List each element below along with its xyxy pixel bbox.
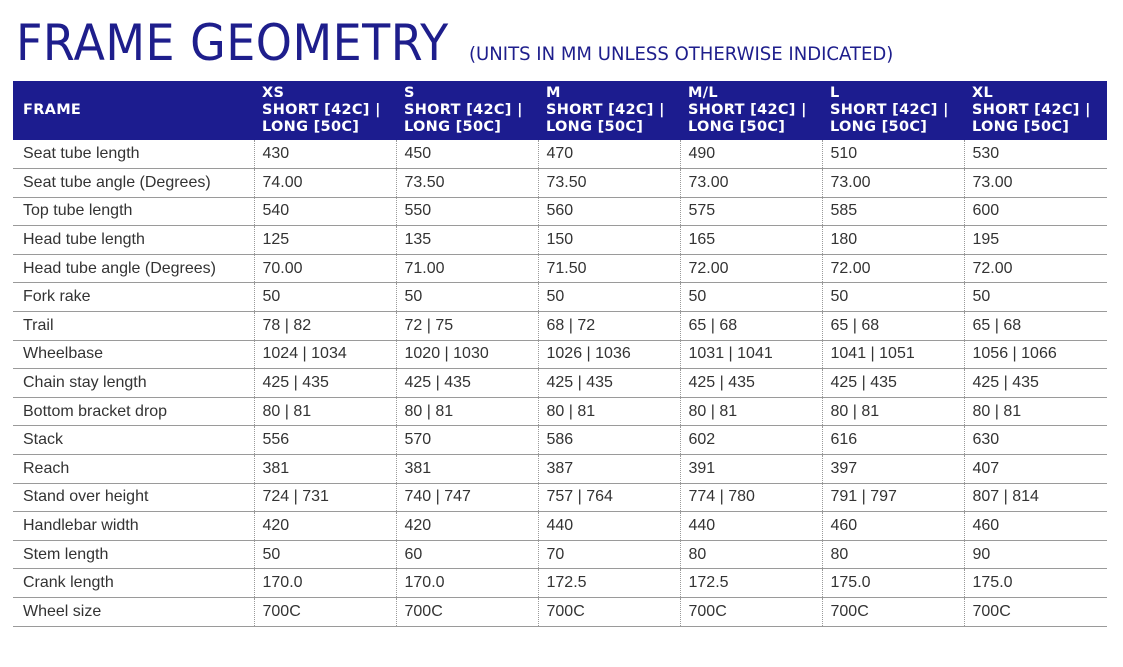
row-label: Head tube angle (Degrees) xyxy=(13,254,254,283)
row-label: Seat tube angle (Degrees) xyxy=(13,169,254,198)
table-cell: 530 xyxy=(964,140,1107,169)
table-cell: 407 xyxy=(964,455,1107,484)
size-long: LONG [50C] xyxy=(972,119,1070,135)
table-cell: 80 | 81 xyxy=(822,397,964,426)
table-cell: 80 | 81 xyxy=(254,397,396,426)
table-cell: 50 xyxy=(822,283,964,312)
row-label: Top tube length xyxy=(13,197,254,226)
table-cell: 74.00 xyxy=(254,169,396,198)
table-cell: 65 | 68 xyxy=(680,312,822,341)
table-cell: 80 xyxy=(822,540,964,569)
table-cell: 80 xyxy=(680,540,822,569)
table-cell: 73.00 xyxy=(964,169,1107,198)
header-size-m xyxy=(538,81,680,140)
row-label: Reach xyxy=(13,455,254,484)
row-label: Wheelbase xyxy=(13,340,254,369)
header-size-ml xyxy=(680,81,822,140)
table-cell: 180 xyxy=(822,226,964,255)
header-frame: FRAME xyxy=(23,102,82,118)
table-cell: 550 xyxy=(396,197,538,226)
table-cell: 757 | 764 xyxy=(538,483,680,512)
table-row xyxy=(13,569,1107,598)
size-short: SHORT [42C] | xyxy=(972,102,1091,118)
table-cell: 700C xyxy=(822,598,964,627)
table-cell: 425 | 435 xyxy=(538,369,680,398)
header-size-xl xyxy=(964,81,1107,140)
table-cell: 602 xyxy=(680,426,822,455)
table-cell: 700C xyxy=(396,598,538,627)
table-cell: 381 xyxy=(254,455,396,484)
row-label: Fork rake xyxy=(13,283,254,312)
table-cell: 71.00 xyxy=(396,254,538,283)
table-cell: 420 xyxy=(396,512,538,541)
table-header xyxy=(13,81,1107,140)
table-cell: 80 | 81 xyxy=(538,397,680,426)
table-cell: 425 | 435 xyxy=(964,369,1107,398)
size-short: SHORT [42C] | xyxy=(546,102,665,118)
title-main: FRAME GEOMETRY xyxy=(16,14,449,72)
table-cell: 50 xyxy=(680,283,822,312)
title-subtitle: (UNITS IN MM UNLESS OTHERWISE INDICATED) xyxy=(469,43,894,65)
row-label: Crank length xyxy=(13,569,254,598)
header-size-s xyxy=(396,81,538,140)
table-row xyxy=(13,226,1107,255)
table-cell: 391 xyxy=(680,455,822,484)
table-cell: 73.50 xyxy=(396,169,538,198)
table-row xyxy=(13,140,1107,169)
table-cell: 172.5 xyxy=(680,569,822,598)
row-label: Head tube length xyxy=(13,226,254,255)
table-cell: 1031 | 1041 xyxy=(680,340,822,369)
size-long: LONG [50C] xyxy=(830,119,928,135)
table-cell: 381 xyxy=(396,455,538,484)
size-short: SHORT [42C] | xyxy=(404,102,523,118)
size-short: SHORT [42C] | xyxy=(830,102,949,118)
table-row xyxy=(13,340,1107,369)
table-cell: 1024 | 1034 xyxy=(254,340,396,369)
table-cell: 450 xyxy=(396,140,538,169)
header-size-l xyxy=(822,81,964,140)
table-cell: 1026 | 1036 xyxy=(538,340,680,369)
table-row xyxy=(13,169,1107,198)
size-short: SHORT [42C] | xyxy=(688,102,807,118)
table-row xyxy=(13,426,1107,455)
table-cell: 460 xyxy=(964,512,1107,541)
table-cell: 425 | 435 xyxy=(822,369,964,398)
table-row xyxy=(13,254,1107,283)
table-cell: 175.0 xyxy=(964,569,1107,598)
row-label: Stand over height xyxy=(13,483,254,512)
row-label: Wheel size xyxy=(13,598,254,627)
table-cell: 165 xyxy=(680,226,822,255)
table-cell: 73.00 xyxy=(822,169,964,198)
table-cell: 72.00 xyxy=(680,254,822,283)
table-cell: 195 xyxy=(964,226,1107,255)
table-cell: 700C xyxy=(680,598,822,627)
table-cell: 490 xyxy=(680,140,822,169)
table-row xyxy=(13,312,1107,341)
table-cell: 1056 | 1066 xyxy=(964,340,1107,369)
row-label: Handlebar width xyxy=(13,512,254,541)
table-cell: 50 xyxy=(254,283,396,312)
table-cell: 78 | 82 xyxy=(254,312,396,341)
table-row xyxy=(13,540,1107,569)
table-cell: 135 xyxy=(396,226,538,255)
table-row xyxy=(13,397,1107,426)
page-title xyxy=(16,14,916,72)
table-body xyxy=(13,140,1107,626)
table-cell: 420 xyxy=(254,512,396,541)
table-cell: 50 xyxy=(538,283,680,312)
table-cell: 172.5 xyxy=(538,569,680,598)
table-cell: 387 xyxy=(538,455,680,484)
table-row xyxy=(13,197,1107,226)
table-cell: 170.0 xyxy=(254,569,396,598)
table-cell: 586 xyxy=(538,426,680,455)
table-row xyxy=(13,598,1107,627)
table-cell: 774 | 780 xyxy=(680,483,822,512)
size-label: M xyxy=(546,85,561,101)
header-size-xs xyxy=(254,81,396,140)
table-cell: 80 | 81 xyxy=(964,397,1107,426)
table-cell: 440 xyxy=(538,512,680,541)
row-label: Stem length xyxy=(13,540,254,569)
table-cell: 1041 | 1051 xyxy=(822,340,964,369)
table-cell: 616 xyxy=(822,426,964,455)
table-row xyxy=(13,369,1107,398)
table-cell: 125 xyxy=(254,226,396,255)
table-cell: 807 | 814 xyxy=(964,483,1107,512)
table-row xyxy=(13,455,1107,484)
table-cell: 50 xyxy=(396,283,538,312)
table-cell: 60 xyxy=(396,540,538,569)
table-cell: 72 | 75 xyxy=(396,312,538,341)
table-cell: 175.0 xyxy=(822,569,964,598)
table-cell: 425 | 435 xyxy=(680,369,822,398)
table-cell: 440 xyxy=(680,512,822,541)
table-cell: 470 xyxy=(538,140,680,169)
table-cell: 150 xyxy=(538,226,680,255)
row-label: Chain stay length xyxy=(13,369,254,398)
table-cell: 1020 | 1030 xyxy=(396,340,538,369)
table-cell: 460 xyxy=(822,512,964,541)
size-label: L xyxy=(830,85,840,101)
table-cell: 510 xyxy=(822,140,964,169)
table-cell: 575 xyxy=(680,197,822,226)
table-cell: 540 xyxy=(254,197,396,226)
table-cell: 80 | 81 xyxy=(396,397,538,426)
table-cell: 68 | 72 xyxy=(538,312,680,341)
table-cell: 65 | 68 xyxy=(822,312,964,341)
table-cell: 700C xyxy=(538,598,680,627)
table-cell: 425 | 435 xyxy=(254,369,396,398)
table-cell: 740 | 747 xyxy=(396,483,538,512)
size-long: LONG [50C] xyxy=(688,119,786,135)
table-cell: 600 xyxy=(964,197,1107,226)
header-row xyxy=(13,81,1107,140)
size-label: M/L xyxy=(688,85,718,101)
size-label: S xyxy=(404,85,415,101)
table-cell: 73.00 xyxy=(680,169,822,198)
geometry-table xyxy=(13,81,1107,627)
row-label: Stack xyxy=(13,426,254,455)
table-cell: 585 xyxy=(822,197,964,226)
size-long: LONG [50C] xyxy=(262,119,360,135)
table-cell: 90 xyxy=(964,540,1107,569)
table-cell: 430 xyxy=(254,140,396,169)
row-label: Bottom bracket drop xyxy=(13,397,254,426)
table-cell: 50 xyxy=(254,540,396,569)
table-cell: 700C xyxy=(254,598,396,627)
table-cell: 397 xyxy=(822,455,964,484)
table-cell: 560 xyxy=(538,197,680,226)
table-cell: 50 xyxy=(964,283,1107,312)
table-cell: 80 | 81 xyxy=(680,397,822,426)
table-cell: 630 xyxy=(964,426,1107,455)
table-cell: 70.00 xyxy=(254,254,396,283)
table-cell: 70 xyxy=(538,540,680,569)
table-cell: 65 | 68 xyxy=(964,312,1107,341)
table-cell: 700C xyxy=(964,598,1107,627)
row-label: Seat tube length xyxy=(13,140,254,169)
table-cell: 73.50 xyxy=(538,169,680,198)
table-cell: 170.0 xyxy=(396,569,538,598)
table-row xyxy=(13,512,1107,541)
table-row xyxy=(13,283,1107,312)
table-row xyxy=(13,483,1107,512)
size-short: SHORT [42C] | xyxy=(262,102,381,118)
size-label: XS xyxy=(262,85,285,101)
size-label: XL xyxy=(972,85,994,101)
table-cell: 72.00 xyxy=(964,254,1107,283)
table-cell: 791 | 797 xyxy=(822,483,964,512)
table-cell: 724 | 731 xyxy=(254,483,396,512)
size-long: LONG [50C] xyxy=(404,119,502,135)
row-label: Trail xyxy=(13,312,254,341)
table-cell: 570 xyxy=(396,426,538,455)
table-cell: 425 | 435 xyxy=(396,369,538,398)
table-cell: 556 xyxy=(254,426,396,455)
table-cell: 72.00 xyxy=(822,254,964,283)
table-cell: 71.50 xyxy=(538,254,680,283)
size-long: LONG [50C] xyxy=(546,119,644,135)
